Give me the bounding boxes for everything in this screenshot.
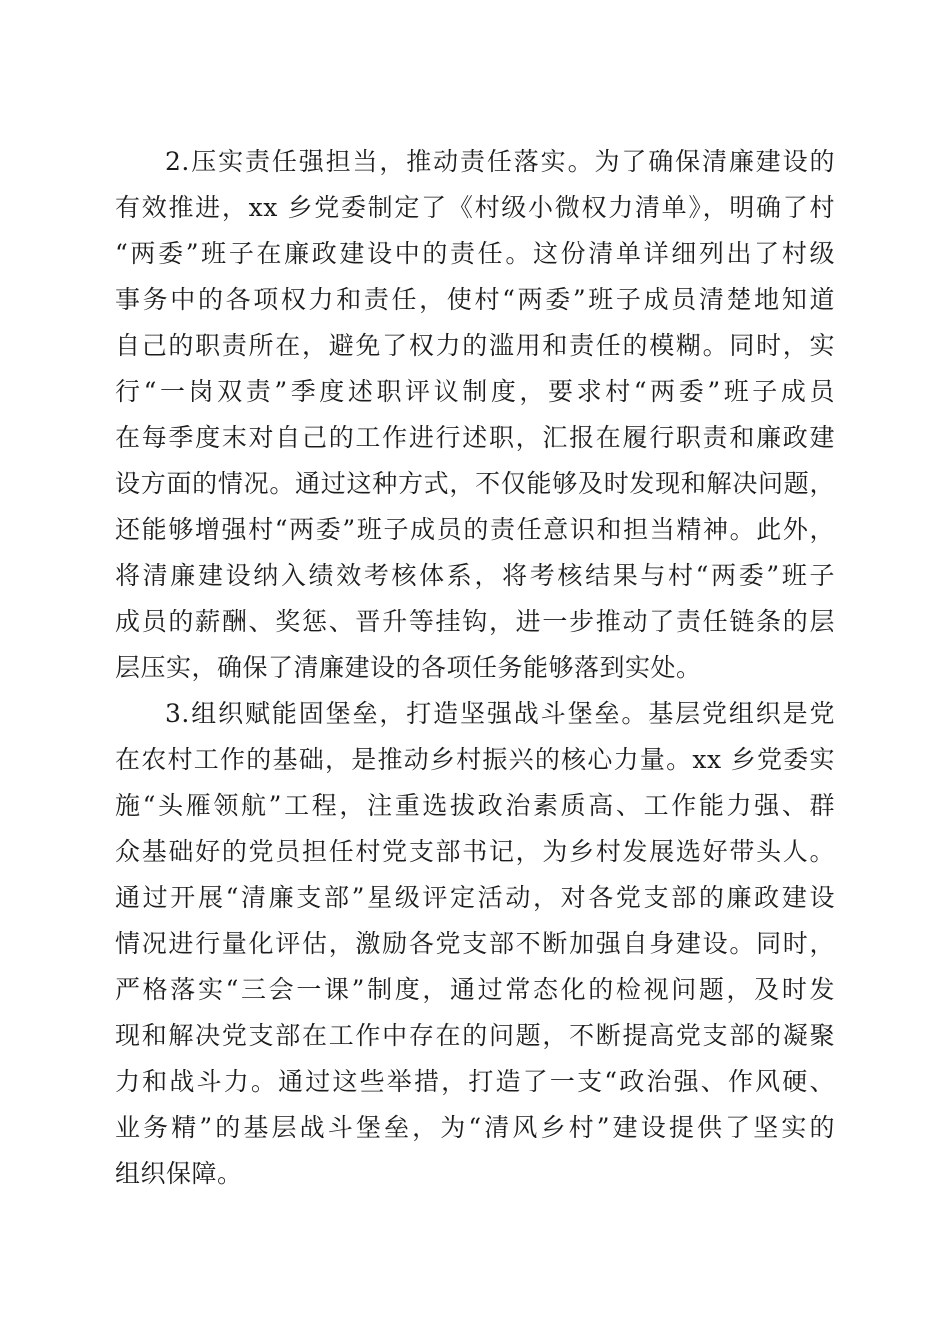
text-line: 组织保障。	[115, 1159, 243, 1188]
text-line: 2.压实责任强担当，推动责任落实。为了确保清廉建设的	[165, 147, 835, 176]
text-line: 行“一岗双责”季度述职评议制度，要求村“两委”班子成员	[115, 377, 835, 406]
text-line: 层压实，确保了清廉建设的各项任务能够落到实处。	[115, 653, 702, 682]
text-line: 还能够增强村“两委”班子成员的责任意识和担当精神。此外，	[115, 515, 835, 544]
text-line: 将清廉建设纳入绩效考核体系，将考核结果与村“两委”班子	[115, 561, 835, 590]
text-line: 通过开展“清廉支部”星级评定活动，对各党支部的廉政建设	[115, 883, 835, 912]
text-line: 业务精”的基层战斗堡垒，为“清风乡村”建设提供了坚实的	[115, 1113, 835, 1142]
text-line: 在每季度末对自己的工作进行述职，汇报在履行职责和廉政建	[115, 423, 835, 452]
text-line: “两委”班子在廉政建设中的责任。这份清单详细列出了村级	[115, 239, 835, 268]
text-line: 有效推进，xx 乡党委制定了《村级小微权力清单》，明确了村	[115, 193, 835, 222]
text-line: 现和解决党支部在工作中存在的问题，不断提高党支部的凝聚	[115, 1021, 835, 1050]
text-line: 成员的薪酬、奖惩、晋升等挂钩，进一步推动了责任链条的层	[115, 607, 835, 636]
text-line: 严格落实“三会一课”制度，通过常态化的检视问题，及时发	[115, 975, 835, 1004]
text-line: 众基础好的党员担任村党支部书记，为乡村发展选好带头人。	[115, 837, 835, 866]
text-line: 施“头雁领航”工程，注重选拔政治素质高、工作能力强、群	[115, 791, 835, 820]
text-line: 设方面的情况。通过这种方式，不仅能够及时发现和解决问题，	[115, 469, 835, 498]
text-line: 在农村工作的基础，是推动乡村振兴的核心力量。xx 乡党委实	[115, 745, 835, 774]
text-line: 自己的职责所在，避免了权力的滥用和责任的模糊。同时，实	[115, 331, 835, 360]
text-line: 情况进行量化评估，激励各党支部不断加强自身建设。同时，	[115, 929, 835, 958]
text-line: 3.组织赋能固堡垒，打造坚强战斗堡垒。基层党组织是党	[165, 699, 835, 728]
text-line: 力和战斗力。通过这些举措，打造了一支“政治强、作风硬、	[115, 1067, 835, 1096]
text-line: 事务中的各项权力和责任，使村“两委”班子成员清楚地知道	[115, 285, 835, 314]
